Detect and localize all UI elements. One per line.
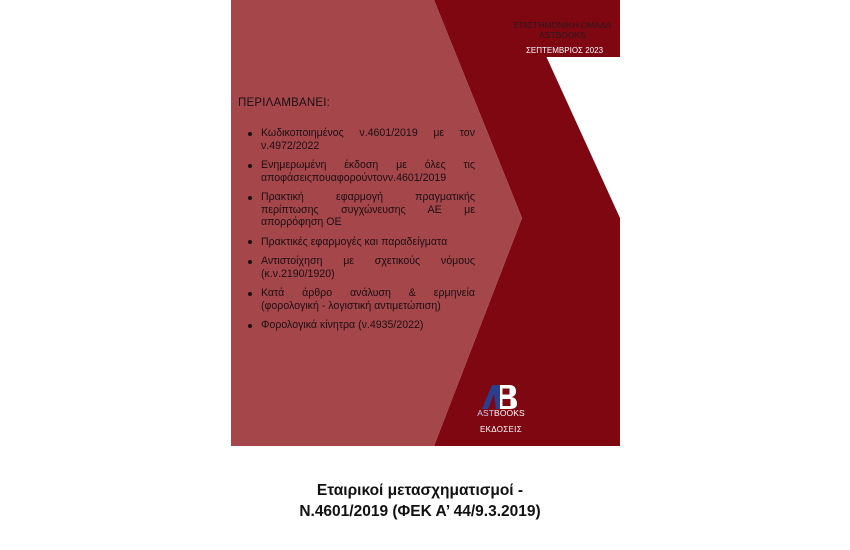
scientific-team-label xyxy=(505,20,620,40)
bullet-icon xyxy=(248,324,252,328)
edition-date: ΣΕΠΤΕΜΒΡΙΟΣ 2023 xyxy=(509,44,620,57)
contents-item-text: Αντιστοίχηση με σχετικούς νόμους (κ.ν.2190/1920) xyxy=(261,255,475,280)
contents-item-text: Πρακτικές εφαρμογές και παραδείγματα xyxy=(261,235,448,248)
team-line-1: ΕΠΙΣΤΗΜΟΝΙΚΗ ΟΜΑΔΑ xyxy=(513,20,612,30)
contents-item xyxy=(248,236,475,249)
bullet-icon xyxy=(248,292,252,296)
bullet-icon xyxy=(248,164,252,168)
contents-item xyxy=(248,159,475,184)
bullet-icon xyxy=(248,260,252,264)
bullet-icon xyxy=(248,240,252,244)
contents-title: ΠΕΡΙΛΑΜΒΑΝΕΙ: xyxy=(238,97,331,109)
contents-list xyxy=(248,127,475,339)
publisher-label: ΕΚΔΟΣΕΙΣ xyxy=(480,425,522,434)
book-title-line-2: Ν.4601/2019 (ΦΕΚ Α’ 44/9.3.2019) xyxy=(299,503,541,520)
bullet-icon xyxy=(248,196,252,200)
contents-item xyxy=(248,255,475,280)
team-line-2: ASTBOOKS xyxy=(539,30,586,40)
book-title-line-1: Εταιρικοί μετασχηματισμοί - xyxy=(316,482,524,499)
contents-item-text: Ενημερωμένη έκδοση με όλες τις αποφάσειςπουαφορούντονν.4601/2019 xyxy=(261,159,475,184)
logo-wordmark xyxy=(467,408,535,418)
contents-item xyxy=(248,319,475,332)
contents-item-text: Κωδικοποιημένος ν.4601/2019 με τον ν.4972/2022 xyxy=(261,127,475,152)
contents-item-text: Πρακτική εφαρμογή πραγματικής περίπτωσης συγχώνευσης ΑΕ με απορρόφηση ΟΕ xyxy=(261,191,475,228)
contents-item xyxy=(248,191,475,229)
contents-item-text: Κατά άρθρο ανάλυση & ερμηνεία (φορολογική - λογιστική αντιμετώπιση) xyxy=(261,287,475,312)
logo-wordmark-prefix: AST xyxy=(477,408,495,418)
contents-item xyxy=(248,287,475,312)
book-title xyxy=(200,480,640,522)
contents-item xyxy=(248,127,475,152)
contents-item-text: Φορολογικά κίνητρα (ν.4935/2022) xyxy=(261,319,424,331)
logo-wordmark-suffix: BOOKS xyxy=(494,408,525,418)
bullet-icon xyxy=(248,132,252,136)
